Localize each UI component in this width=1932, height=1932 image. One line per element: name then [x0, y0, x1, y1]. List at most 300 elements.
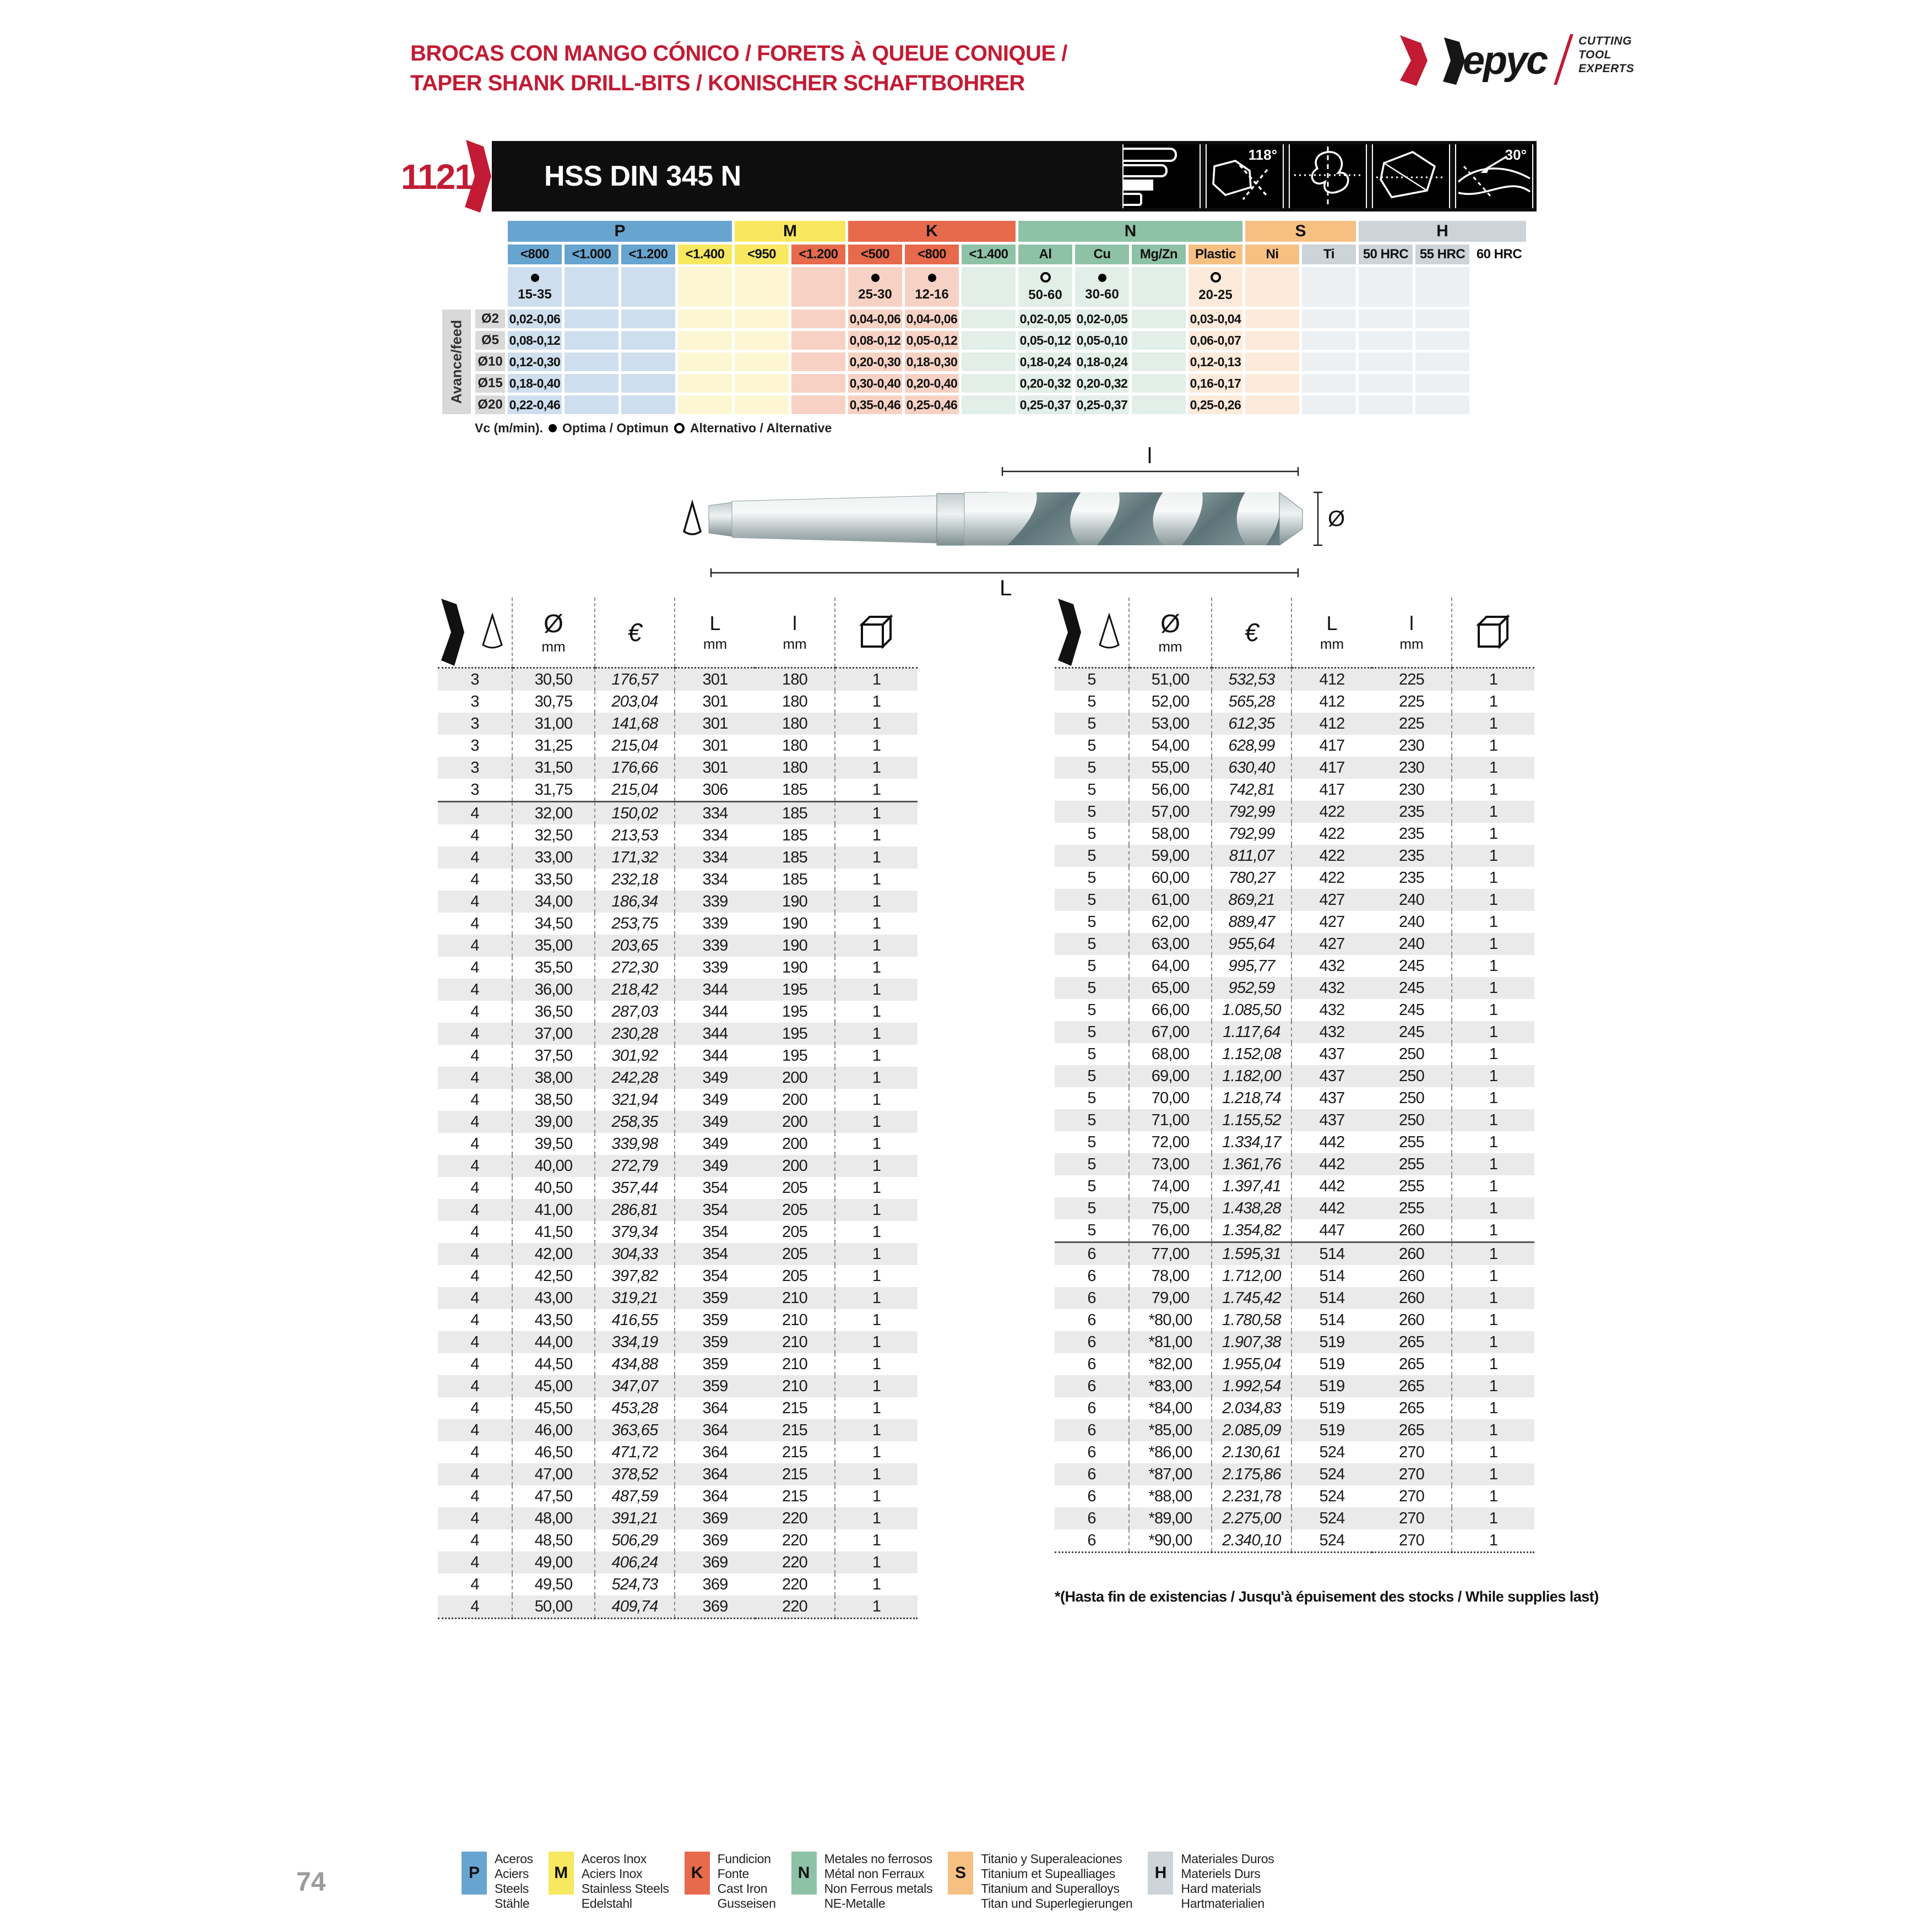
table-row [438, 1331, 918, 1353]
cell-total-length: 364 [702, 1399, 728, 1417]
cell-taper: 5 [1055, 911, 1129, 933]
feed-value-cell: 0,02-0,05 [1075, 310, 1129, 328]
feed-value-cell [791, 310, 845, 328]
cell-taper: 6 [1055, 1485, 1129, 1507]
logo-tagline [1578, 34, 1634, 75]
cell-quantity: 1 [1489, 1221, 1498, 1239]
cell-total-length: 354 [702, 1245, 728, 1263]
feed-value-cell [735, 395, 789, 414]
cell-price: 272,79 [595, 1155, 675, 1177]
table-row [438, 1155, 918, 1177]
box-icon [859, 614, 895, 649]
cell-diameter: *85,00 [1129, 1419, 1212, 1441]
cell-price: 532,53 [1212, 668, 1291, 691]
feed-value-cell [1302, 374, 1356, 393]
feed-value-cell [791, 395, 845, 414]
feed-value-cell: 0,12-0,30 [508, 352, 562, 371]
cell-flute-length: 260 [1372, 1219, 1452, 1242]
cell-quantity: 1 [872, 1068, 881, 1087]
legend-line: Titanium et Supealliages [981, 1866, 1115, 1881]
cell-flute-length: 215 [755, 1397, 835, 1419]
cell-total-length: 344 [702, 980, 728, 998]
feed-value-cell [962, 352, 1016, 371]
feed-value-cell: 0,18-0,40 [508, 374, 562, 393]
legend-line: Stainless Steels [581, 1881, 669, 1896]
packaging-column-header [1452, 598, 1534, 668]
cell-flute-length: 225 [1372, 668, 1452, 691]
cell-total-length: 344 [702, 1046, 728, 1065]
cell-total-length: 432 [1319, 979, 1345, 997]
cell-flute-length: 270 [1372, 1507, 1452, 1529]
table-row [438, 957, 918, 979]
cell-total-length: 412 [1319, 714, 1345, 732]
cutting-speed-value: 50-60 [1028, 287, 1062, 302]
cell-diameter: 77,00 [1129, 1242, 1212, 1266]
cutting-speed-cell [1075, 267, 1129, 307]
cell-diameter: 39,00 [512, 1111, 595, 1133]
cell-total-length: 437 [1319, 1045, 1345, 1063]
legend-line: Métal non Ferraux [824, 1866, 925, 1881]
legend-line: Aceros [495, 1852, 533, 1866]
feed-value-cell: 0,04-0,06 [848, 310, 902, 328]
feed-value-cell [1472, 374, 1526, 393]
cell-total-length: 442 [1319, 1155, 1345, 1173]
table-row [438, 668, 918, 691]
feed-value-cell [735, 374, 789, 393]
cell-quantity: 1 [1489, 979, 1498, 997]
cell-total-length: 519 [1319, 1355, 1345, 1373]
table-row [1055, 1287, 1534, 1309]
cell-total-length: 369 [702, 1575, 728, 1593]
cell-taper: 4 [438, 1265, 512, 1287]
vc-legend-prefix: Vc (m/min). [475, 421, 543, 435]
cell-total-length: 334 [702, 826, 728, 844]
material-group-header: H [1359, 221, 1526, 242]
cell-quantity: 1 [1489, 758, 1498, 777]
feed-value-cell: 0,25-0,37 [1075, 395, 1129, 414]
optima-dot-icon [549, 424, 557, 432]
material-sub-header: Al [1018, 245, 1072, 264]
cell-flute-length: 215 [755, 1485, 835, 1507]
cell-price: 150,02 [595, 802, 675, 825]
feed-value-cell [1132, 310, 1186, 328]
cell-quantity: 1 [1489, 1355, 1498, 1373]
cell-taper: 4 [438, 1287, 512, 1309]
cell-total-length: 354 [702, 1179, 728, 1197]
cell-taper: 6 [1055, 1507, 1129, 1529]
morse-taper-icon [1098, 613, 1121, 652]
table-row [1055, 1375, 1534, 1397]
feed-value-cell [1415, 374, 1469, 393]
cell-taper: 4 [438, 1221, 512, 1243]
legend-item-text [718, 1852, 776, 1911]
total-length-label: L [1000, 576, 1012, 600]
legend-line: Titanium and Superalloys [981, 1881, 1120, 1896]
cell-diameter: 34,50 [512, 913, 595, 935]
cell-diameter: 36,00 [512, 979, 595, 1001]
legend-item-text [981, 1852, 1132, 1911]
corner-cell [475, 245, 505, 264]
cell-flute-length: 210 [755, 1331, 835, 1353]
legend-line: Materiales Duros [1181, 1852, 1274, 1866]
feed-value-cell: 0,20-0,40 [905, 374, 959, 393]
cell-quantity: 1 [1489, 1067, 1498, 1085]
cell-quantity: 1 [1489, 736, 1498, 755]
cell-total-length: 349 [702, 1135, 728, 1153]
cell-quantity: 1 [1489, 1245, 1498, 1263]
material-sub-header: <800 [508, 245, 562, 264]
cell-flute-length: 240 [1372, 933, 1452, 955]
cell-price: 792,99 [1212, 801, 1291, 823]
legend-item [791, 1852, 933, 1911]
feed-value-cell: 0,25-0,37 [1018, 395, 1072, 414]
cell-flute-length: 180 [755, 757, 835, 779]
cell-total-length: 301 [702, 670, 728, 688]
cell-total-length: 524 [1319, 1443, 1345, 1461]
cell-total-length: 301 [702, 758, 728, 777]
cell-taper: 5 [1055, 1043, 1129, 1065]
cell-price: 471,72 [595, 1441, 675, 1463]
cell-flute-length: 205 [755, 1243, 835, 1265]
cell-taper: 6 [1055, 1242, 1129, 1266]
morse-taper-icon [481, 613, 504, 652]
black-chevron-icon [439, 598, 466, 667]
cell-total-length: 447 [1319, 1221, 1345, 1239]
table-row [1055, 1265, 1534, 1287]
feed-value-cell: 0,18-0,30 [905, 352, 959, 371]
cell-taper: 4 [438, 1331, 512, 1353]
cell-taper: 5 [1055, 1219, 1129, 1242]
cell-flute-length: 230 [1372, 757, 1452, 779]
cell-diameter: 31,75 [512, 779, 595, 802]
cell-taper: 5 [1055, 1109, 1129, 1131]
cell-quantity: 1 [1489, 891, 1498, 909]
cell-quantity: 1 [1489, 1487, 1498, 1505]
cell-flute-length: 245 [1372, 999, 1452, 1021]
feed-value-cell: 0,18-0,24 [1075, 352, 1129, 371]
cell-flute-length: 185 [755, 779, 835, 802]
cell-total-length: 349 [702, 1068, 728, 1087]
cell-quantity: 1 [872, 1112, 881, 1131]
cell-flute-length: 190 [755, 891, 835, 913]
price-column-header: € [595, 598, 675, 668]
table-row [1055, 691, 1534, 713]
table-row [1055, 889, 1534, 911]
table-row [438, 1045, 918, 1067]
legend-item-text [1181, 1852, 1274, 1911]
cell-price: 215,04 [595, 735, 675, 757]
feed-value-cell [1302, 352, 1356, 371]
cell-diameter: 51,00 [1129, 668, 1212, 691]
cell-taper: 5 [1055, 735, 1129, 757]
cell-quantity: 1 [872, 1311, 881, 1329]
cell-taper: 4 [438, 1375, 512, 1397]
cell-flute-length: 190 [755, 935, 835, 957]
cell-diameter: 79,00 [1129, 1287, 1212, 1309]
cell-price: 811,07 [1212, 845, 1291, 867]
cell-flute-length: 260 [1372, 1287, 1452, 1309]
legend-line: NE-Metalle [824, 1896, 886, 1911]
feed-value-cell [791, 352, 845, 371]
cell-taper: 3 [438, 779, 512, 802]
table-row [1055, 1043, 1534, 1065]
cell-price: 792,99 [1212, 823, 1291, 845]
cell-price: 406,24 [595, 1551, 675, 1573]
cell-flute-length: 250 [1372, 1109, 1452, 1131]
cell-flute-length: 205 [755, 1221, 835, 1243]
cell-taper: 4 [438, 1397, 512, 1419]
cell-quantity: 1 [1489, 1111, 1498, 1129]
cell-flute-length: 245 [1372, 955, 1452, 977]
cell-taper: 5 [1055, 1131, 1129, 1153]
cell-diameter: 65,00 [1129, 977, 1212, 999]
cell-quantity: 1 [872, 1377, 881, 1395]
cell-quantity: 1 [872, 936, 881, 954]
cell-diameter: 76,00 [1129, 1219, 1212, 1242]
cell-diameter: 63,00 [1129, 933, 1212, 955]
cell-taper: 4 [438, 913, 512, 935]
cell-taper: 5 [1055, 977, 1129, 999]
material-sub-header: 60 HRC [1476, 247, 1522, 262]
cell-diameter: *90,00 [1129, 1529, 1212, 1553]
cell-price: 1.334,17 [1212, 1131, 1291, 1153]
cell-total-length: 514 [1319, 1267, 1345, 1285]
material-sub-header: Ti [1302, 245, 1356, 264]
cell-diameter: 50,00 [512, 1595, 595, 1619]
cell-taper: 4 [438, 1463, 512, 1485]
material-group-header: M [735, 221, 845, 242]
cell-diameter: 60,00 [1129, 867, 1212, 889]
feed-value-cell: 0,25-0,46 [905, 395, 959, 414]
feed-value-cell [678, 331, 732, 350]
table-row [438, 1133, 918, 1155]
drill-illustration [680, 456, 1341, 596]
cell-total-length: 301 [702, 692, 728, 710]
cell-price: 630,40 [1212, 757, 1291, 779]
cell-diameter: 66,00 [1129, 999, 1212, 1021]
legend-line: Aciers Inox [581, 1866, 643, 1881]
cell-diameter: *81,00 [1129, 1331, 1212, 1353]
cutting-speed-cell [1188, 267, 1242, 307]
cell-diameter: 54,00 [1129, 735, 1212, 757]
cell-diameter: 71,00 [1129, 1109, 1212, 1131]
legend-line: Hartmaterialien [1181, 1896, 1265, 1911]
feed-value-cell [1359, 395, 1413, 414]
cell-taper: 4 [438, 1595, 512, 1619]
cell-taper: 5 [1055, 668, 1129, 691]
page-title [410, 39, 1067, 98]
feed-value-cell: 0,06-0,07 [1188, 331, 1242, 350]
table-row [1055, 845, 1534, 867]
cell-taper: 4 [438, 1177, 512, 1199]
cell-quantity: 1 [872, 1509, 881, 1527]
feed-value-cell: 0,12-0,13 [1188, 352, 1242, 371]
cell-flute-length: 265 [1372, 1353, 1452, 1375]
cell-total-length: 364 [702, 1443, 728, 1461]
material-sub-row [475, 245, 1526, 264]
cell-diameter: 30,75 [512, 691, 595, 713]
cell-quantity: 1 [1489, 1465, 1498, 1483]
cell-taper: 4 [438, 1507, 512, 1529]
cell-quantity: 1 [872, 670, 881, 688]
feed-value-cell: 0,05-0,12 [1018, 331, 1072, 350]
cutting-speed-cell [962, 267, 1016, 307]
cell-taper: 5 [1055, 823, 1129, 845]
cell-flute-length: 180 [755, 691, 835, 713]
table-row [1055, 757, 1534, 779]
legend-line: Metales no ferrosos [824, 1852, 932, 1866]
vc-legend-optima: Optima / Optimun [562, 421, 669, 435]
cell-price: 409,74 [595, 1595, 675, 1619]
cell-price: 1.595,31 [1212, 1242, 1291, 1266]
feed-value-cell [1472, 352, 1526, 371]
cutting-speed-cell [1472, 267, 1526, 307]
cell-flute-length: 200 [755, 1133, 835, 1155]
cell-total-length: 437 [1319, 1067, 1345, 1085]
cell-quantity: 1 [872, 1443, 881, 1461]
logo-tagline-line: TOOL [1578, 48, 1612, 61]
feed-value-cell [1245, 352, 1299, 371]
cell-quantity: 1 [872, 1046, 881, 1065]
cell-diameter: 57,00 [1129, 801, 1212, 823]
cell-diameter: 78,00 [1129, 1265, 1212, 1287]
cell-taper: 3 [438, 691, 512, 713]
cell-total-length: 422 [1319, 869, 1345, 887]
cell-diameter: 41,00 [512, 1199, 595, 1221]
table-row [1055, 911, 1534, 933]
cell-diameter: 40,50 [512, 1177, 595, 1199]
cell-flute-length: 200 [755, 1155, 835, 1177]
cell-flute-length: 250 [1372, 1087, 1452, 1109]
cell-total-length: 359 [702, 1311, 728, 1329]
cell-quantity: 1 [1489, 802, 1498, 821]
feed-row [475, 331, 1526, 350]
material-group-row [475, 221, 1526, 242]
table-row [438, 824, 918, 846]
material-group-header: K [848, 221, 1016, 242]
cell-quantity: 1 [872, 692, 881, 710]
cell-total-length: 519 [1319, 1399, 1345, 1417]
feed-value-cell [962, 331, 1016, 350]
table-row [1055, 1175, 1534, 1197]
feed-value-cell [1415, 310, 1469, 328]
flute-length-column-header: l mm [755, 598, 835, 668]
title-line-1: BROCAS CON MANGO CÓNICO / FORETS À QUEUE CONIQUE / [410, 41, 1067, 66]
cell-diameter: 34,00 [512, 891, 595, 913]
corner-cell [475, 267, 505, 307]
cell-price: 339,98 [595, 1133, 675, 1155]
cell-diameter: 55,00 [1129, 757, 1212, 779]
cell-diameter: 30,50 [512, 668, 595, 691]
cell-taper: 6 [1055, 1287, 1129, 1309]
catalog-table-right [1055, 598, 1534, 1553]
cell-diameter: *89,00 [1129, 1507, 1212, 1529]
cell-total-length: 364 [702, 1487, 728, 1505]
cell-diameter: 49,50 [512, 1573, 595, 1595]
cell-price: 1.182,00 [1212, 1065, 1291, 1087]
table-row [1055, 1419, 1534, 1441]
table-row [1055, 867, 1534, 889]
feed-value-cell [621, 331, 675, 350]
feed-value-cell [1359, 331, 1413, 350]
cell-total-length: 427 [1319, 891, 1345, 909]
cell-diameter: 48,50 [512, 1529, 595, 1551]
stock-footnote: *(Hasta fin de existencias / Jusqu'à épuisement des stocks / While supplies last) [1055, 1588, 1599, 1605]
logo-tagline-line: EXPERTS [1578, 62, 1635, 75]
cell-taper: 4 [438, 1199, 512, 1221]
cell-quantity: 1 [1489, 869, 1498, 887]
feed-value-cell: 0,05-0,12 [905, 331, 959, 350]
table-row [438, 1067, 918, 1089]
table-row [1055, 1219, 1534, 1242]
legend-line: Gusseisen [717, 1896, 776, 1911]
cell-taper: 6 [1055, 1397, 1129, 1419]
cell-total-length: 344 [702, 1024, 728, 1043]
cutting-speed-value: 12-16 [915, 287, 949, 302]
feed-value-cell [962, 395, 1016, 414]
cell-total-length: 364 [702, 1421, 728, 1439]
cell-total-length: 427 [1319, 913, 1345, 931]
feed-value-cell: 0,20-0,32 [1075, 374, 1129, 393]
cell-total-length: 442 [1319, 1133, 1345, 1151]
cell-taper: 5 [1055, 955, 1129, 977]
feed-row-label: Ø5 [475, 331, 505, 350]
title-line-2: TAPER SHANK DRILL-BITS / KONISCHER SCHAFTBOHRER [410, 71, 1025, 95]
cell-price: 1.992,54 [1212, 1375, 1291, 1397]
cell-diameter: 68,00 [1129, 1043, 1212, 1065]
table-row [438, 1089, 918, 1111]
table-row [1055, 1109, 1534, 1131]
material-chip: H [1148, 1852, 1173, 1895]
cell-flute-length: 190 [755, 957, 835, 979]
material-group-header: P [508, 221, 732, 242]
cell-flute-length: 235 [1372, 845, 1452, 867]
cell-flute-length: 185 [755, 846, 835, 869]
table-row [438, 691, 918, 713]
cell-flute-length: 255 [1372, 1153, 1452, 1175]
vc-legend-alternative: Alternativo / Alternative [690, 421, 832, 435]
cell-price: 2.085,09 [1212, 1419, 1291, 1441]
cell-total-length: 524 [1319, 1487, 1345, 1505]
table-row [438, 779, 918, 802]
cell-price: 1.085,50 [1212, 999, 1291, 1021]
cell-total-length: 412 [1319, 692, 1345, 710]
cell-diameter: 31,25 [512, 735, 595, 757]
box-icon [1475, 614, 1512, 649]
feed-row-label: Ø15 [475, 374, 505, 393]
catalog-table-left [438, 598, 918, 1619]
cell-flute-length: 240 [1372, 911, 1452, 933]
cell-quantity: 1 [1489, 1289, 1498, 1307]
cell-total-length: 369 [702, 1531, 728, 1549]
table-row [1055, 668, 1534, 691]
feed-value-cell: 0,22-0,46 [508, 395, 562, 414]
cutting-speed-cell [621, 267, 675, 307]
cell-flute-length: 245 [1372, 1021, 1452, 1043]
table-row [438, 1573, 918, 1595]
table-row [438, 1353, 918, 1375]
cell-taper: 5 [1055, 1153, 1129, 1175]
cell-taper: 5 [1055, 801, 1129, 823]
cell-total-length: 364 [702, 1465, 728, 1483]
cell-taper: 3 [438, 735, 512, 757]
cell-price: 434,88 [595, 1353, 675, 1375]
shank-profile-icon [1122, 144, 1201, 208]
cell-diameter: 43,50 [512, 1309, 595, 1331]
cell-taper: 5 [1055, 889, 1129, 911]
cell-taper: 6 [1055, 1441, 1129, 1463]
cell-flute-length: 235 [1372, 801, 1452, 823]
